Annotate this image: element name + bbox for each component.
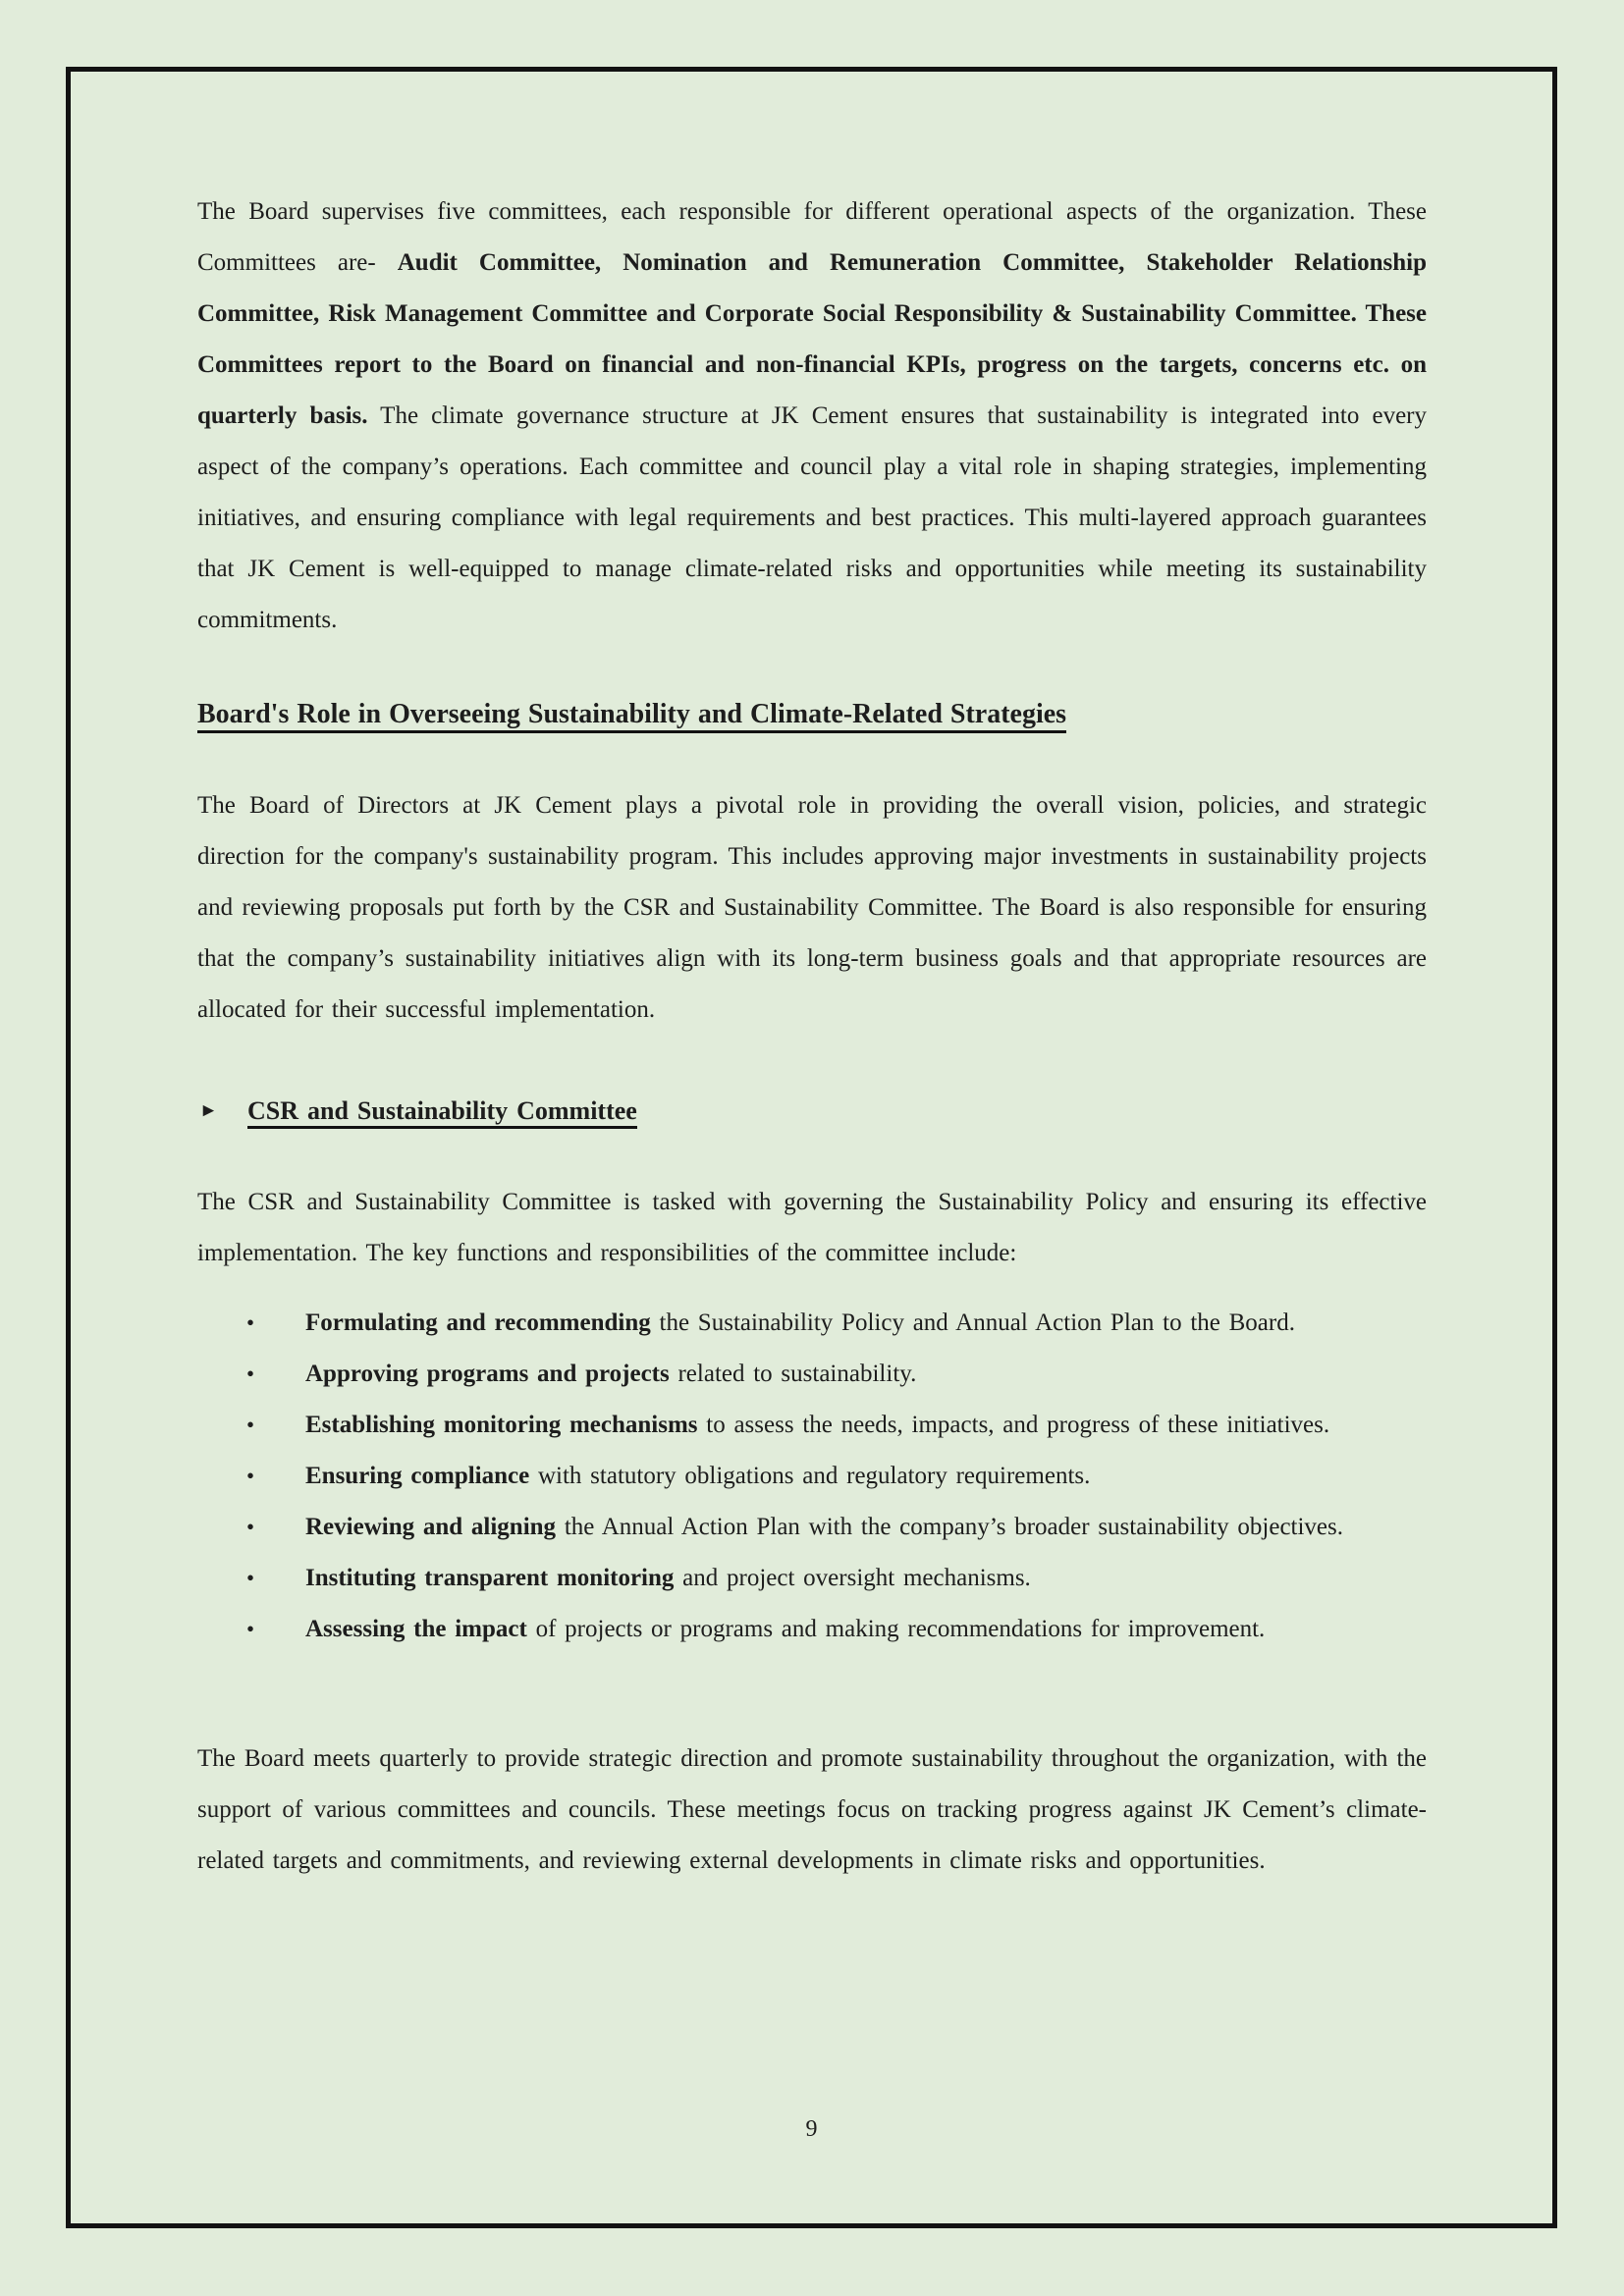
paragraph-committees-overview — [197, 187, 1427, 646]
section-heading — [197, 689, 1427, 740]
committees-text-bold: Audit Committee, Nomination and Remuneration Committee, Stakeholder Relationship Committee, Risk Management Committee and Corporate Social Responsibility & Sustainability Committee. These Committees report to the Board on financial and non-financial KPIs, progress on the targets, concerns etc. on quarterly basis. — [197, 249, 1427, 429]
committees-text-start: The Board supervises five committees, each responsible for different operational aspects of the organization. These Committees are- — [197, 198, 1427, 276]
section-heading-text: Board's Role in Overseeing Sustainability and Climate-Related Strategies — [197, 699, 1066, 733]
bullet-icon: • — [246, 1617, 255, 1641]
paragraph-closing: The Board meets quarterly to provide strategic direction and promote sustainability throughout the organization, with the support of various committees and councils. These meetings focus on tracking progress against JK Cement’s climate-related targets and commitments, and reviewing external developments in climate risks and opportunities. — [197, 1745, 1427, 1874]
arrow-bullet-icon: ► — [199, 1100, 218, 1121]
csr-committee-subheading-text: CSR and Sustainability Committee — [247, 1096, 637, 1129]
paragraph-csr-intro: The CSR and Sustainability Committee is tasked with governing the Sustainability Policy and ensuring its effective implementation. The key functions and responsibilities of the committee include: — [197, 1189, 1427, 1266]
list-item: • Assessing the impact of projects or programs and making recommendations for improvement. — [197, 1604, 1427, 1655]
committees-text-end: The climate governance structure at JK Cement ensures that sustainability is integrated into every aspect of the company’s operations. Each committee and council play a vital role in shaping strategies, implementing initiatives, and ensuring compliance with legal requirements and best practices. This multi-layered approach guarantees that JK Cement is well-equipped to manage climate-related risks and opportunities while meeting its sustainability commitments. — [197, 402, 1427, 633]
bullet-icon: • — [246, 1515, 255, 1539]
bullet-icon: • — [246, 1362, 255, 1386]
csr-committee-subheading — [197, 1086, 1427, 1137]
page-number: 9 — [805, 2116, 818, 2142]
bullet-icon: • — [246, 1310, 255, 1335]
list-item: • Instituting transparent monitoring and project oversight mechanisms. — [197, 1553, 1427, 1604]
csr-functions-list — [197, 1298, 1427, 1655]
list-item: • Establishing monitoring mechanisms to assess the needs, impacts, and progress of these initiatives. — [197, 1400, 1427, 1451]
list-item: • Ensuring compliance with statutory obligations and regulatory requirements. — [197, 1451, 1427, 1502]
bullet-icon: • — [246, 1566, 255, 1590]
list-item: • Reviewing and aligning the Annual Action Plan with the company’s broader sustainability objectives. — [197, 1502, 1427, 1553]
page-content — [197, 187, 1427, 1887]
page-border-frame — [66, 67, 1557, 2228]
bullet-icon: • — [246, 1413, 255, 1437]
bullet-icon: • — [246, 1464, 255, 1488]
list-item: • Formulating and recommending the Sustainability Policy and Annual Action Plan to the Board. — [197, 1298, 1427, 1349]
list-item: • Approving programs and projects related to sustainability. — [197, 1349, 1427, 1400]
paragraph-board-role: The Board of Directors at JK Cement plays a pivotal role in providing the overall vision, policies, and strategic direction for the company's sustainability program. This includes approving major investments in sustainability projects and reviewing proposals put forth by the CSR and Sustainability Committee. The Board is also responsible for ensuring that the company’s sustainability initiatives align with its long-term business goals and that appropriate resources are allocated for their successful implementation. — [197, 792, 1427, 1023]
